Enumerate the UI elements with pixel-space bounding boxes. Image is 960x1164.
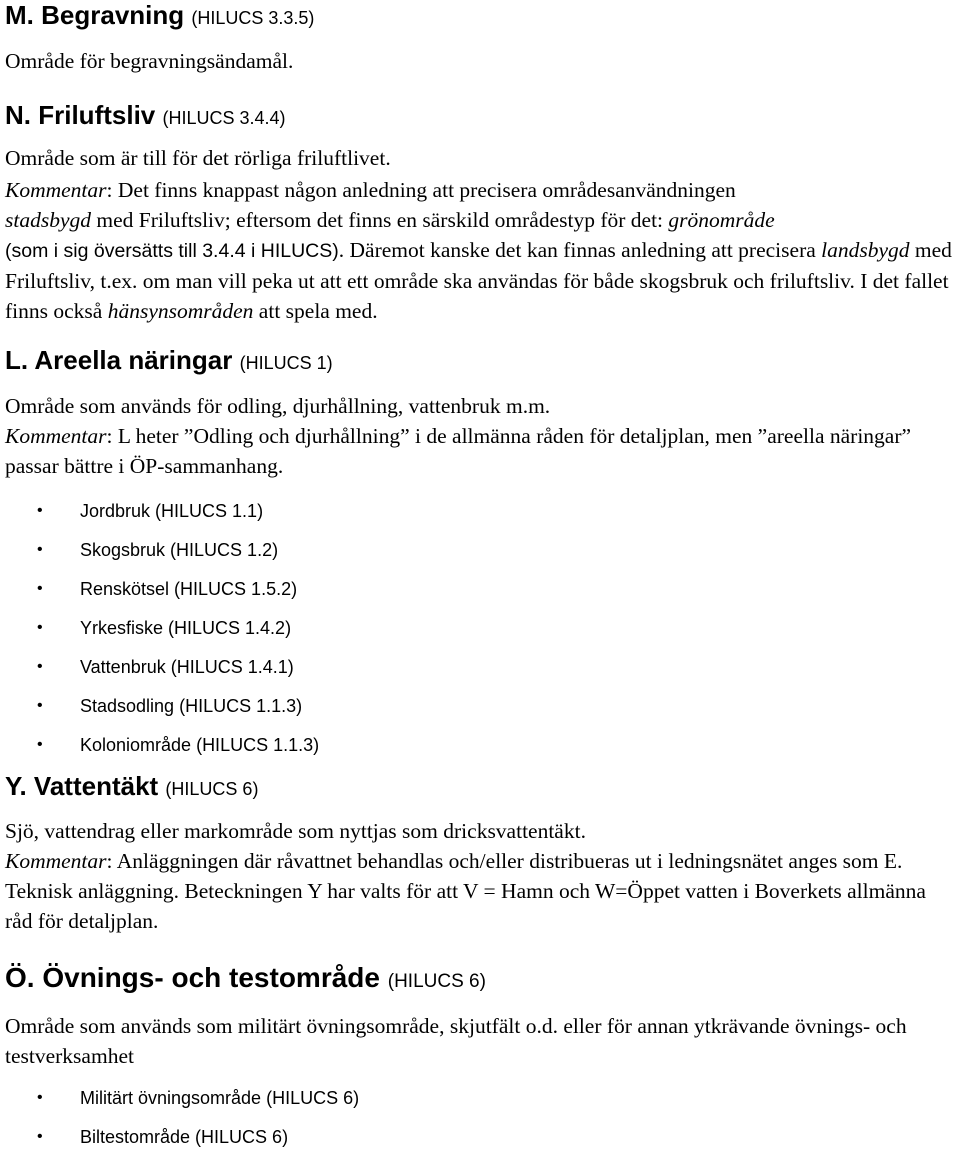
list-item-text: Stadsodling (HILUCS 1.1.3)	[80, 696, 303, 716]
document-page	[5, 0, 955, 1163]
list-item	[5, 693, 955, 732]
comment-emphasis: grönområde	[668, 208, 775, 232]
comment-text: : Anläggningen där råvattnet behandlas och/eller distribueras ut i ledningsnätet anges som E. Teknisk anläggning. Beteckningen Y har valts för att V = Hamn och W=Öppet vatten i Boverkets allmänna råd för detaljplan.	[5, 849, 926, 933]
hilucs-code: (HILUCS 6)	[165, 779, 259, 799]
bullet-icon: •	[37, 502, 43, 519]
section-letter: N.	[5, 100, 31, 130]
section-letter: Ö.	[5, 962, 35, 993]
list-item	[5, 1085, 955, 1124]
comment-label: Kommentar	[5, 424, 107, 448]
list-item	[5, 615, 955, 654]
section-comment-y	[5, 846, 955, 936]
hilucs-code: (HILUCS 6)	[387, 971, 486, 992]
hilucs-code: (HILUCS 3.3.5)	[191, 8, 315, 28]
comment-label: Kommentar	[5, 849, 107, 873]
list-item-text: Skogsbruk (HILUCS 1.2)	[80, 540, 279, 560]
comment-label: Kommentar	[5, 178, 107, 202]
list-item-text: Jordbruk (HILUCS 1.1)	[80, 501, 264, 521]
section-letter: L.	[5, 345, 29, 375]
list-item	[5, 498, 955, 537]
comment-emphasis: stadsbygd	[5, 208, 91, 232]
bullet-icon: •	[37, 619, 43, 636]
section-description-o: Område som används som militärt övningsområde, skjutfält o.d. eller för annan ytkrävande övnings- och testverksamhet	[5, 1014, 907, 1068]
comment-text: : Det finns knappast någon anledning att precisera områdesanvändningen	[106, 178, 736, 202]
section-heading-n	[5, 100, 955, 133]
bullet-icon: •	[37, 658, 43, 675]
list-item-text: Biltestområde (HILUCS 6)	[80, 1127, 289, 1147]
section-title: Begravning	[41, 0, 185, 30]
comment-emphasis: landsbygd	[821, 238, 910, 262]
section-comment-n	[5, 175, 955, 326]
bullet-icon: •	[37, 541, 43, 558]
section-title: Areella näringar	[34, 345, 233, 375]
bullet-list-o	[5, 1085, 955, 1163]
comment-text: med Friluftsliv, t.ex. om man vill peka ut att ett område ska användas för både skogsbruk och friluftsliv. I det fallet finns också	[5, 238, 952, 323]
comment-text: med Friluftsliv; eftersom det finns en särskild områdestyp för det:	[91, 208, 669, 232]
bullet-icon: •	[37, 580, 43, 597]
list-item-text: Militärt övningsområde (HILUCS 6)	[80, 1088, 360, 1108]
section-description-l: Område som används för odling, djurhållning, vattenbruk m.m.	[5, 394, 551, 418]
section-description-m: Område för begravningsändamål.	[5, 49, 294, 73]
section-heading-o	[5, 963, 955, 997]
list-item-text: Yrkesfiske (HILUCS 1.4.2)	[80, 618, 292, 638]
list-item	[5, 732, 955, 771]
bullet-icon: •	[37, 697, 43, 714]
section-description-n: Område som är till för det rörliga friluftlivet.	[5, 146, 391, 170]
section-heading-y	[5, 771, 955, 804]
section-heading-m	[5, 0, 955, 33]
hilucs-code: (HILUCS 3.4.4)	[162, 108, 286, 128]
hilucs-code: (HILUCS 1)	[239, 353, 333, 373]
comment-text: . Däremot kanske det kan finnas anledning att precisera	[338, 238, 822, 262]
section-title: Friluftsliv	[38, 100, 156, 130]
bullet-list-l	[5, 498, 955, 771]
comment-text: att spela med.	[253, 299, 378, 323]
comment-emphasis: hänsynsområden	[107, 299, 254, 323]
list-item-text: Koloniområde (HILUCS 1.1.3)	[80, 735, 320, 755]
list-item	[5, 1124, 955, 1163]
section-description-y: Sjö, vattendrag eller markområde som nyttjas som dricksvattentäkt.	[5, 819, 586, 843]
bullet-icon: •	[37, 1128, 43, 1145]
comment-text: : L heter ”Odling och djurhållning” i de allmänna råden för detaljplan, men ”areella näringar” passar bättre i ÖP-sammanhang.	[5, 424, 912, 478]
section-comment-l	[5, 421, 955, 481]
list-item	[5, 654, 955, 693]
comment-text-sans: (som i sig översätts till 3.4.4 i HILUCS)	[5, 240, 339, 262]
list-item	[5, 537, 955, 576]
bullet-icon: •	[37, 1089, 43, 1106]
section-letter: Y.	[5, 771, 27, 801]
section-letter: M.	[5, 0, 34, 30]
section-title: Övnings- och testområde	[42, 962, 380, 993]
list-item-text: Vattenbruk (HILUCS 1.4.1)	[80, 657, 294, 677]
list-item-text: Renskötsel (HILUCS 1.5.2)	[80, 579, 298, 599]
bullet-icon: •	[37, 736, 43, 753]
list-item	[5, 576, 955, 615]
section-title: Vattentäkt	[33, 771, 159, 801]
section-heading-l	[5, 345, 955, 378]
